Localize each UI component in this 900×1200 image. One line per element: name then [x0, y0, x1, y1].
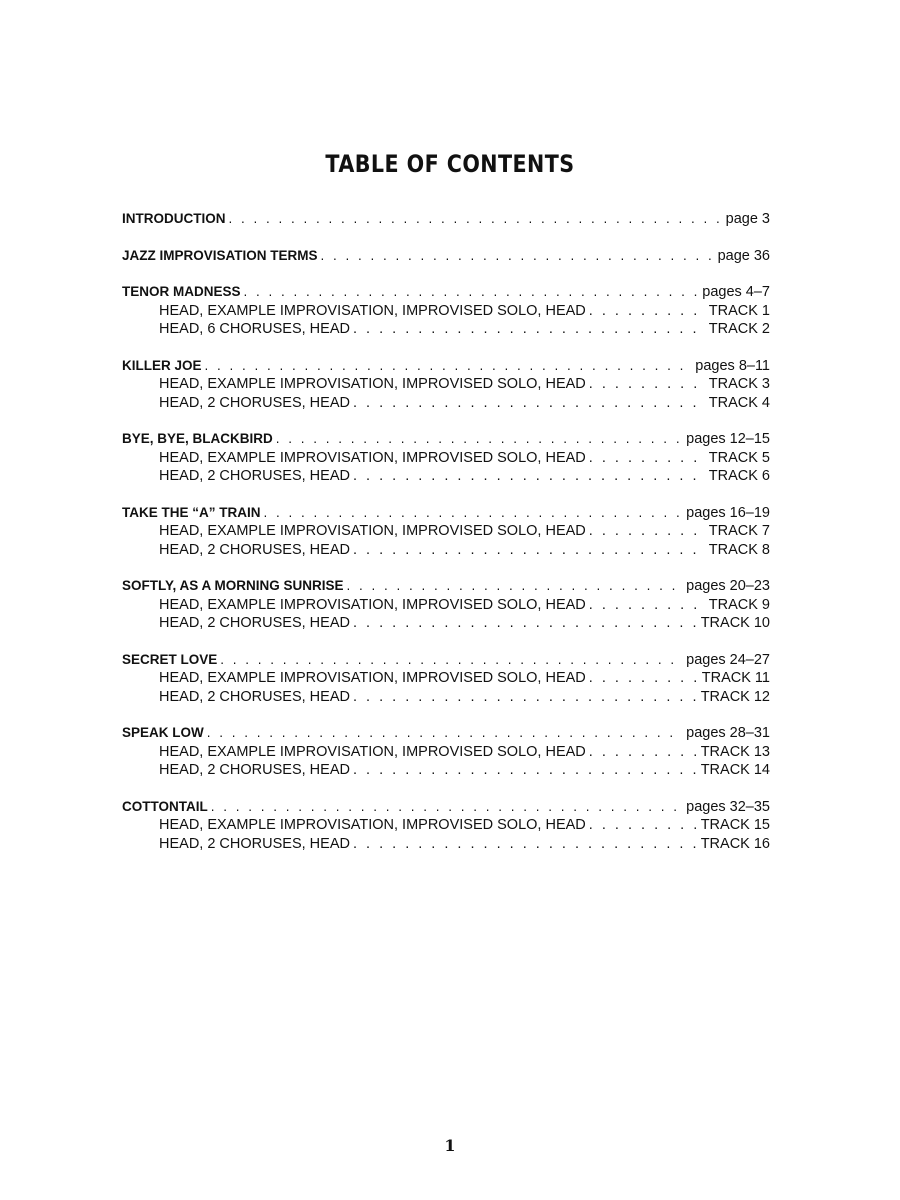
toc-track[interactable] [122, 523, 770, 542]
toc-track[interactable] [122, 817, 770, 836]
track-desc: HEAD, EXAMPLE IMPROVISATION, IMPROVISED SOLO, HEAD [159, 670, 586, 686]
dot-leader [211, 799, 683, 814]
toc-track[interactable] [122, 670, 770, 689]
dot-leader [264, 505, 684, 520]
dot-leader [353, 321, 706, 337]
dot-leader [589, 523, 706, 539]
page-title: TABLE OF CONTENTS [325, 150, 575, 178]
toc-track[interactable] [122, 744, 770, 763]
entry-pages: pages 4–7 [702, 284, 770, 300]
toc-entry[interactable] [122, 725, 770, 744]
track-number: TRACK 16 [700, 835, 770, 852]
dot-leader [229, 211, 723, 226]
toc-entry[interactable] [122, 248, 770, 267]
entry-title: JAZZ IMPROVISATION TERMS [122, 247, 318, 263]
track-desc: HEAD, EXAMPLE IMPROVISATION, IMPROVISED SOLO, HEAD [159, 817, 586, 833]
entry-title: COTTONTAIL [122, 798, 208, 814]
entry-pages: pages 16–19 [686, 504, 770, 521]
toc-entry[interactable] [122, 799, 770, 818]
track-desc: HEAD, EXAMPLE IMPROVISATION, IMPROVISED SOLO, HEAD [159, 523, 586, 539]
track-number: TRACK 8 [708, 541, 770, 558]
dot-leader [353, 836, 698, 852]
toc-entry[interactable] [122, 652, 770, 671]
dot-leader [276, 431, 683, 446]
track-number: TRACK 10 [700, 615, 770, 631]
toc-entry[interactable] [122, 211, 770, 230]
entry-pages: pages 24–27 [686, 651, 770, 668]
toc-entry[interactable] [122, 578, 770, 597]
dot-leader [589, 817, 698, 833]
dot-leader [589, 303, 706, 319]
track-desc: HEAD, EXAMPLE IMPROVISATION, IMPROVISED SOLO, HEAD [159, 596, 586, 613]
dot-leader [353, 542, 706, 558]
track-desc: HEAD, 2 CHORUSES, HEAD [159, 615, 350, 631]
toc-track[interactable] [122, 303, 770, 322]
toc-entry[interactable] [122, 505, 770, 524]
dot-leader [353, 395, 706, 411]
toc-track[interactable] [122, 376, 770, 395]
track-number: TRACK 12 [700, 688, 770, 705]
toc-track[interactable] [122, 321, 770, 340]
entry-title: KILLER JOE [122, 357, 202, 373]
entry-pages: pages 28–31 [686, 725, 770, 741]
track-desc: HEAD, 2 CHORUSES, HEAD [159, 541, 350, 558]
track-number: TRACK 14 [700, 762, 770, 778]
toc-track[interactable] [122, 836, 770, 855]
dot-leader [589, 744, 698, 760]
dot-leader [353, 468, 706, 484]
track-number: TRACK 6 [708, 468, 770, 484]
dot-leader [589, 670, 699, 686]
track-desc: HEAD, 2 CHORUSES, HEAD [159, 762, 350, 778]
track-desc: HEAD, EXAMPLE IMPROVISATION, IMPROVISED SOLO, HEAD [159, 376, 586, 392]
entry-pages: pages 12–15 [686, 431, 770, 447]
toc-track[interactable] [122, 615, 770, 634]
entry-title: INTRODUCTION [122, 211, 226, 226]
track-number: TRACK 15 [700, 817, 770, 833]
toc-track[interactable] [122, 450, 770, 469]
dot-leader [589, 376, 706, 392]
toc-track[interactable] [122, 395, 770, 414]
entry-title: SOFTLY, AS A MORNING SUNRISE [122, 578, 344, 593]
track-desc: HEAD, EXAMPLE IMPROVISATION, IMPROVISED SOLO, HEAD [159, 743, 586, 760]
entry-pages: pages 8–11 [695, 357, 770, 374]
toc-track[interactable] [122, 542, 770, 561]
dot-leader [589, 450, 706, 466]
dot-leader [353, 615, 698, 631]
track-number: TRACK 9 [708, 596, 770, 613]
entry-pages: pages 20–23 [686, 578, 770, 594]
track-desc: HEAD, 6 CHORUSES, HEAD [159, 321, 350, 337]
track-number: TRACK 3 [708, 376, 770, 392]
track-desc: HEAD, 2 CHORUSES, HEAD [159, 835, 350, 852]
dot-leader [347, 578, 684, 593]
dot-leader [244, 284, 700, 299]
track-desc: HEAD, 2 CHORUSES, HEAD [159, 468, 350, 484]
track-number: TRACK 13 [700, 743, 770, 760]
toc-entry[interactable] [122, 284, 770, 303]
dot-leader [321, 248, 715, 263]
track-number: TRACK 1 [708, 302, 770, 319]
entry-title: SECRET LOVE [122, 651, 218, 667]
dot-leader [207, 725, 683, 740]
dot-leader [220, 652, 683, 667]
toc-track[interactable] [122, 762, 770, 781]
track-number: TRACK 4 [708, 394, 770, 411]
track-number: TRACK 11 [701, 670, 770, 686]
track-number: TRACK 5 [708, 449, 770, 466]
track-number: TRACK 2 [708, 321, 770, 337]
toc-list [122, 211, 770, 854]
entry-pages: page 3 [725, 211, 770, 227]
track-desc: HEAD, EXAMPLE IMPROVISATION, IMPROVISED SOLO, HEAD [159, 449, 586, 466]
entry-title: TAKE THE “A” TRAIN [122, 504, 261, 520]
dot-leader [353, 762, 698, 778]
track-desc: HEAD, 2 CHORUSES, HEAD [159, 688, 350, 705]
track-desc: HEAD, 2 CHORUSES, HEAD [159, 394, 350, 411]
toc-entry[interactable] [122, 431, 770, 450]
toc-track[interactable] [122, 597, 770, 616]
entry-title: BYE, BYE, BLACKBIRD [122, 431, 273, 446]
entry-title: TENOR MADNESS [122, 284, 241, 299]
page-number: 1 [444, 1136, 456, 1155]
track-desc: HEAD, EXAMPLE IMPROVISATION, IMPROVISED SOLO, HEAD [159, 302, 586, 319]
dot-leader [589, 597, 706, 613]
entry-pages: page 36 [717, 247, 770, 264]
dot-leader [353, 689, 698, 705]
track-number: TRACK 7 [708, 523, 770, 539]
entry-pages: pages 32–35 [686, 798, 770, 815]
toc-track[interactable] [122, 689, 770, 708]
dot-leader [205, 358, 693, 373]
toc-track[interactable] [122, 468, 770, 487]
entry-title: SPEAK LOW [122, 725, 204, 740]
toc-entry[interactable] [122, 358, 770, 377]
